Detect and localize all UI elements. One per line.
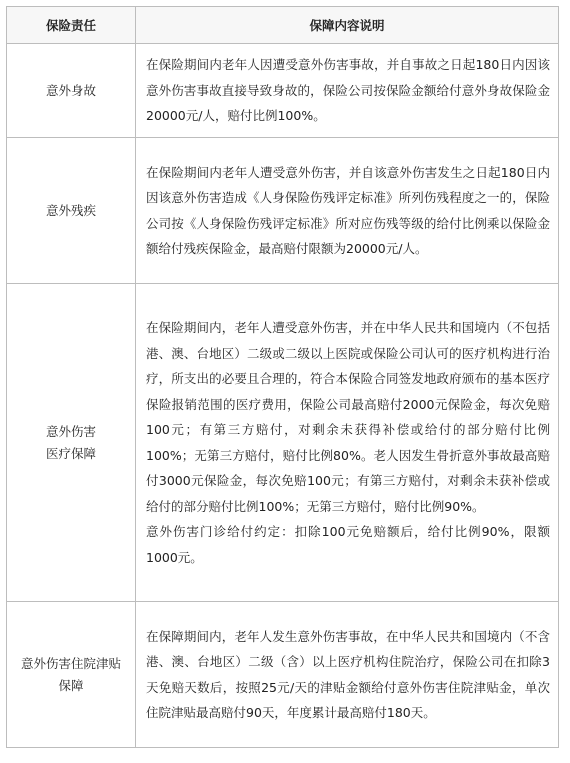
coverage-description bbox=[136, 602, 559, 748]
table-row bbox=[7, 284, 559, 602]
coverage-name-line: 意外伤害住院津贴 bbox=[20, 655, 121, 671]
coverage-name: 意外残疾 bbox=[7, 138, 136, 284]
table-row bbox=[7, 602, 559, 748]
coverage-table bbox=[6, 6, 559, 748]
table-row bbox=[7, 44, 559, 138]
table-row bbox=[7, 138, 559, 284]
coverage-name-line: 保障 bbox=[58, 677, 84, 693]
header-description: 保障内容说明 bbox=[136, 7, 559, 44]
coverage-name-line: 意外伤害 bbox=[45, 423, 96, 439]
coverage-name bbox=[7, 284, 136, 602]
header-coverage: 保险责任 bbox=[7, 7, 136, 44]
coverage-description bbox=[136, 138, 559, 284]
coverage-name: 意外身故 bbox=[7, 44, 136, 138]
coverage-description bbox=[136, 44, 559, 138]
coverage-name-line: 医疗保障 bbox=[45, 445, 96, 461]
coverage-table-wrapper bbox=[6, 6, 559, 748]
description-paragraph: 在保障期间内，老年人发生意外伤害事故，在中华人民共和国境内（不含港、澳、台地区）二级（含）以上医疗机构住院治疗，保险公司在扣除3天免赔天数后，按照25元/天的津贴金额给付意外伤害住院津贴金，单次住院津贴最高赔付90天，年度累计最高赔付180天。 bbox=[146, 628, 550, 720]
coverage-description bbox=[136, 284, 559, 602]
description-paragraph: 在保险期间内，老年人遭受意外伤害，并在中华人民共和国境内（不包括港、澳、台地区）二级或二级以上医院或保险公司认可的医疗机构进行治疗，所支出的必要且合理的，符合本保险合同签发地政府颁布的基本医疗保险报销范围的医疗费用，保险公司最高赔付2000元保险金，每次免赔100元；有第三方赔付，对剩余未获得补偿或给付的部分赔付比例100%；无第三方赔付，赔付比例80%。老人因发生骨折意外事故最高赔付3000元保险金，每次免赔100元；有第三方赔付，对剩余未获补偿或给付的部分赔付比例100%；无第三方赔付，赔付比例90%。 bbox=[146, 320, 550, 514]
description-paragraph: 意外伤害门诊给付约定：扣除100元免赔额后，给付比例90%，限额1000元。 bbox=[146, 524, 550, 565]
description-paragraph: 在保险期间内老年人遭受意外伤害，并自该意外伤害发生之日起180日内因该意外伤害造成《人身保险伤残评定标准》所列伤残程度之一的，保险公司按《人身保险伤残评定标准》所对应伤残等级的给付比例乘以保险金额给付残疾保险金，最高赔付限额为20000元/人。 bbox=[146, 164, 550, 256]
coverage-name bbox=[7, 602, 136, 748]
description-paragraph: 在保险期间内老年人因遭受意外伤害事故，并自事故之日起180日内因该意外伤害事故直接导致身故的，保险公司按保险金额给付意外身故保险金20000元/人，赔付比例100%。 bbox=[146, 57, 550, 124]
table-header-row bbox=[7, 7, 559, 44]
